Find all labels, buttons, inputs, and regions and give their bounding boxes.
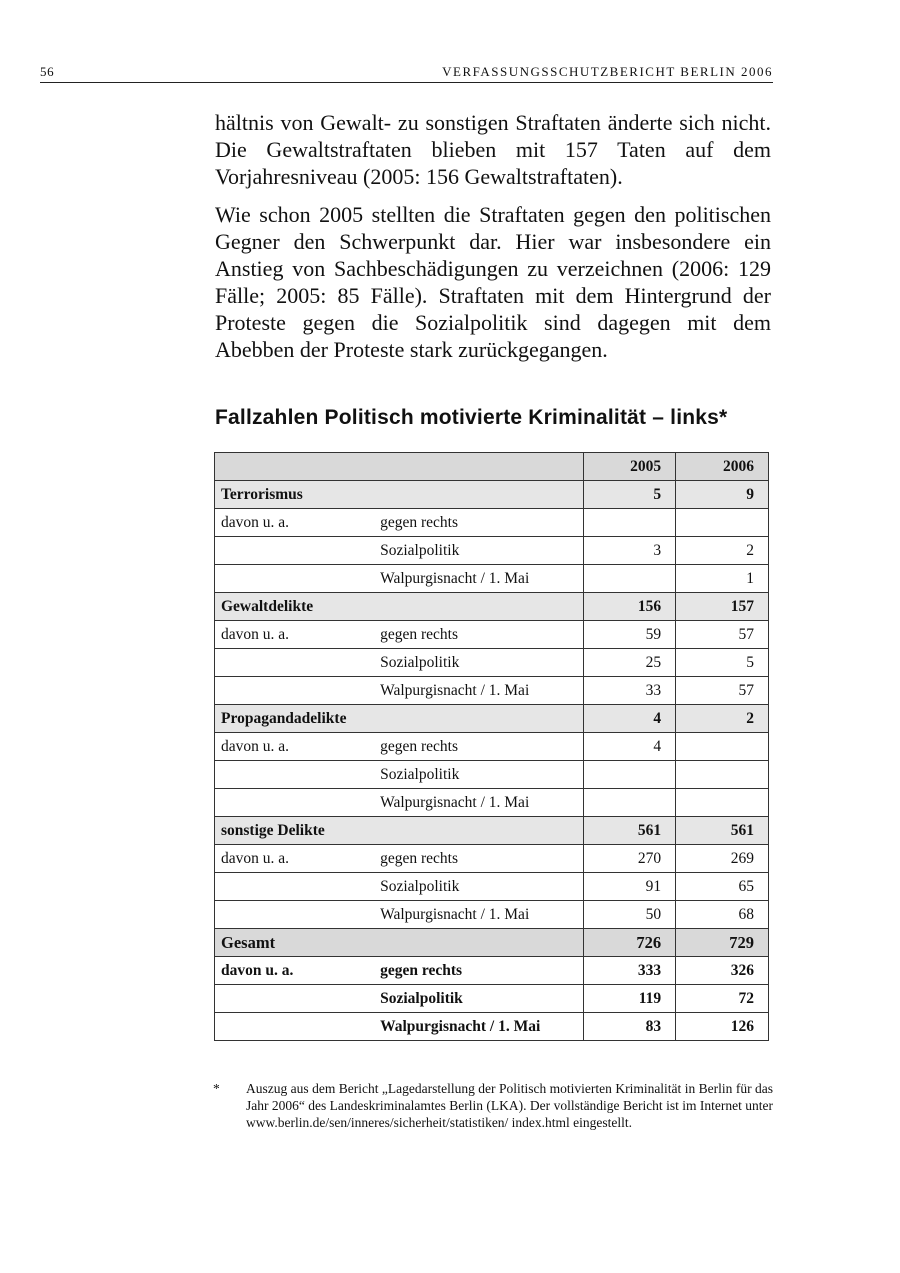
row-label [215,565,375,593]
running-title: VERFASSUNGSSCHUTZBERICHT BERLIN 2006 [442,64,773,79]
value-2005: 561 [584,817,676,845]
row-label [215,873,375,901]
footnote [213,1080,773,1131]
value-2006: 157 [676,593,769,621]
footnote-text: Auszug aus dem Bericht „Lagedarstellung der Politisch motivierten Kriminalität in Berlin für das Jahr 2006“ des Landeskriminalamtes Berlin (LKA). Der vollständige Bericht ist im Internet unter www.berlin.de/sen/inneres/sicherheit/statistiken/ index.html eingestellt. [246,1081,773,1130]
value-2005: 59 [584,621,676,649]
value-2006: 269 [676,845,769,873]
row-sublabel: gegen rechts [374,733,584,761]
row-label: davon u. a. [215,733,375,761]
header-cell-2005: 2005 [584,453,676,481]
table-title: Fallzahlen Politisch motivierte Kriminalität – links* [215,406,728,429]
row-sublabel: gegen rechts [374,621,584,649]
table-row [215,985,769,1013]
row-label [215,789,375,817]
value-2005: 333 [584,957,676,985]
value-2005: 5 [584,481,676,509]
row-label [215,985,375,1013]
row-label: sonstige Delikte [215,817,584,845]
row-sublabel: Walpurgisnacht / 1. Mai [374,901,584,929]
table-row [215,873,769,901]
value-2005: 156 [584,593,676,621]
row-label: davon u. a. [215,845,375,873]
value-2006: 326 [676,957,769,985]
row-sublabel: Walpurgisnacht / 1. Mai [374,565,584,593]
row-sublabel: Sozialpolitik [374,985,584,1013]
table-row [215,957,769,985]
table-row [215,677,769,705]
value-2006: 57 [676,621,769,649]
table-row [215,509,769,537]
table-row [215,817,769,845]
table-row [215,845,769,873]
table-row [215,593,769,621]
row-label: Propagandadelikte [215,705,584,733]
value-2006 [676,509,769,537]
header-cell-2006: 2006 [676,453,769,481]
value-2005: 119 [584,985,676,1013]
value-2005: 83 [584,1013,676,1041]
row-label: Gesamt [215,929,584,957]
row-sublabel: gegen rechts [374,845,584,873]
value-2006: 68 [676,901,769,929]
value-2006: 126 [676,1013,769,1041]
value-2006: 1 [676,565,769,593]
table-row [215,929,769,957]
value-2006 [676,733,769,761]
value-2006: 561 [676,817,769,845]
paragraph-2: Wie schon 2005 stellten die Straftaten gegen den politischen Gegner den Schwerpunkt dar. Hier war insbesondere ein Anstieg von Sachbeschädigungen zu verzeichnen (2006: 129 Fälle; 2005: 85 Fälle). Straftaten mit dem Hintergrund der Proteste gegen die Sozialpolitik sind dagegen mit dem Abebben der Proteste stark zurückgegangen. [215,202,771,362]
value-2005: 25 [584,649,676,677]
table-row [215,649,769,677]
value-2005: 270 [584,845,676,873]
value-2005 [584,789,676,817]
value-2005: 4 [584,705,676,733]
row-label [215,537,375,565]
value-2006: 57 [676,677,769,705]
value-2005: 50 [584,901,676,929]
table-row [215,621,769,649]
table-header-row [215,453,769,481]
row-label: Terrorismus [215,481,584,509]
value-2005: 726 [584,929,676,957]
table-row [215,705,769,733]
header-cell-empty [215,453,584,481]
row-label [215,901,375,929]
row-label [215,761,375,789]
table-row [215,481,769,509]
footnote-marker: * [213,1081,220,1096]
value-2006: 2 [676,537,769,565]
row-sublabel: Sozialpolitik [374,761,584,789]
paragraph-1: hältnis von Gewalt- zu sonstigen Straftaten änderte sich nicht. Die Gewaltstraftaten blieben mit 157 Taten auf dem Vorjahresniveau (2005: 156 Gewaltstraftaten). [215,110,771,189]
value-2006 [676,789,769,817]
value-2005: 4 [584,733,676,761]
row-sublabel: Walpurgisnacht / 1. Mai [374,677,584,705]
value-2005: 33 [584,677,676,705]
table-row [215,565,769,593]
table-row [215,537,769,565]
row-label: davon u. a. [215,509,375,537]
row-label: davon u. a. [215,621,375,649]
table-row [215,761,769,789]
table-body [215,481,769,1041]
row-sublabel: gegen rechts [374,509,584,537]
row-sublabel: gegen rechts [374,957,584,985]
table-row [215,1013,769,1041]
row-sublabel: Sozialpolitik [374,873,584,901]
value-2006: 65 [676,873,769,901]
statistics-table [214,452,769,1041]
row-label [215,677,375,705]
value-2006 [676,761,769,789]
row-label: Gewaltdelikte [215,593,584,621]
page-header [40,64,773,83]
table-row [215,901,769,929]
value-2006: 5 [676,649,769,677]
row-sublabel: Sozialpolitik [374,537,584,565]
row-label [215,649,375,677]
value-2005: 91 [584,873,676,901]
table-row [215,733,769,761]
row-sublabel: Sozialpolitik [374,649,584,677]
row-label [215,1013,375,1041]
value-2006: 2 [676,705,769,733]
row-label: davon u. a. [215,957,375,985]
row-sublabel: Walpurgisnacht / 1. Mai [374,789,584,817]
value-2005 [584,761,676,789]
table-row [215,789,769,817]
value-2005 [584,509,676,537]
value-2005: 3 [584,537,676,565]
row-sublabel: Walpurgisnacht / 1. Mai [374,1013,584,1041]
page-number: 56 [40,64,55,79]
value-2006: 72 [676,985,769,1013]
value-2006: 9 [676,481,769,509]
value-2005 [584,565,676,593]
value-2006: 729 [676,929,769,957]
